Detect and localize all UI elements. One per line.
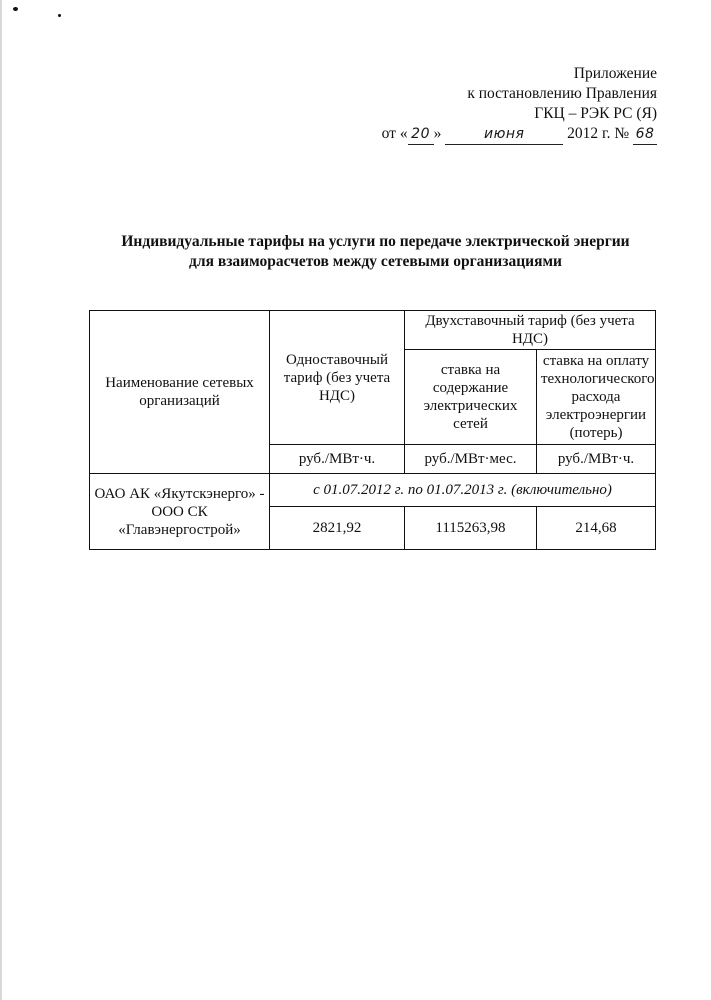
maintenance-rate-value: 1115263,98 xyxy=(405,507,537,550)
losses-rate-value: 214,68 xyxy=(537,507,656,550)
appendix-decree: к постановлению Правления xyxy=(467,85,657,102)
date-mid: » xyxy=(433,125,442,142)
appendix-date-line xyxy=(382,124,657,145)
date-day: 20 xyxy=(408,124,434,145)
header-single-rate: Одноставочный тариф (без учета НДС) xyxy=(270,311,405,445)
scan-edge xyxy=(0,0,2,1000)
single-rate-value: 2821,92 xyxy=(270,507,405,550)
title-line-1: Индивидуальные тарифы на услуги по передаче электрической энергии xyxy=(121,233,630,250)
date-month: июня xyxy=(445,124,563,145)
appendix-title: Приложение xyxy=(573,65,657,82)
header-org-name: Наименование сетевых организаций xyxy=(90,311,270,474)
unit-losses-rate: руб./МВт·ч. xyxy=(537,445,656,474)
validity-period: с 01.07.2012 г. по 01.07.2013 г. (включительно) xyxy=(270,474,656,507)
date-prefix: от « xyxy=(381,125,408,142)
title-line-2: для взаиморасчетов между сетевыми организациями xyxy=(189,253,562,270)
unit-single-rate: руб./МВт·ч. xyxy=(270,445,405,474)
appendix-authority: ГКЦ – РЭК РС (Я) xyxy=(534,105,657,122)
date-year: 2012 г. № xyxy=(567,125,630,142)
header-maintenance-rate: ставка на содержание электрических сетей xyxy=(405,350,537,445)
tariffs-table xyxy=(89,310,656,550)
decree-number: 68 xyxy=(633,124,657,145)
scan-speck xyxy=(13,7,18,11)
org-name-cell: ОАО АК «Якутскэнерго» - ООО СК «Главэнергострой» xyxy=(90,474,270,550)
unit-maintenance-rate: руб./МВт·мес. xyxy=(405,445,537,474)
scan-speck xyxy=(58,14,61,17)
table-row xyxy=(90,474,656,507)
header-losses-rate: ставка на оплату технологического расхода электроэнергии (потерь) xyxy=(537,350,656,445)
header-two-rate: Двухставочный тариф (без учета НДС) xyxy=(405,311,656,350)
document-title xyxy=(60,232,691,272)
appendix-block xyxy=(382,64,657,145)
